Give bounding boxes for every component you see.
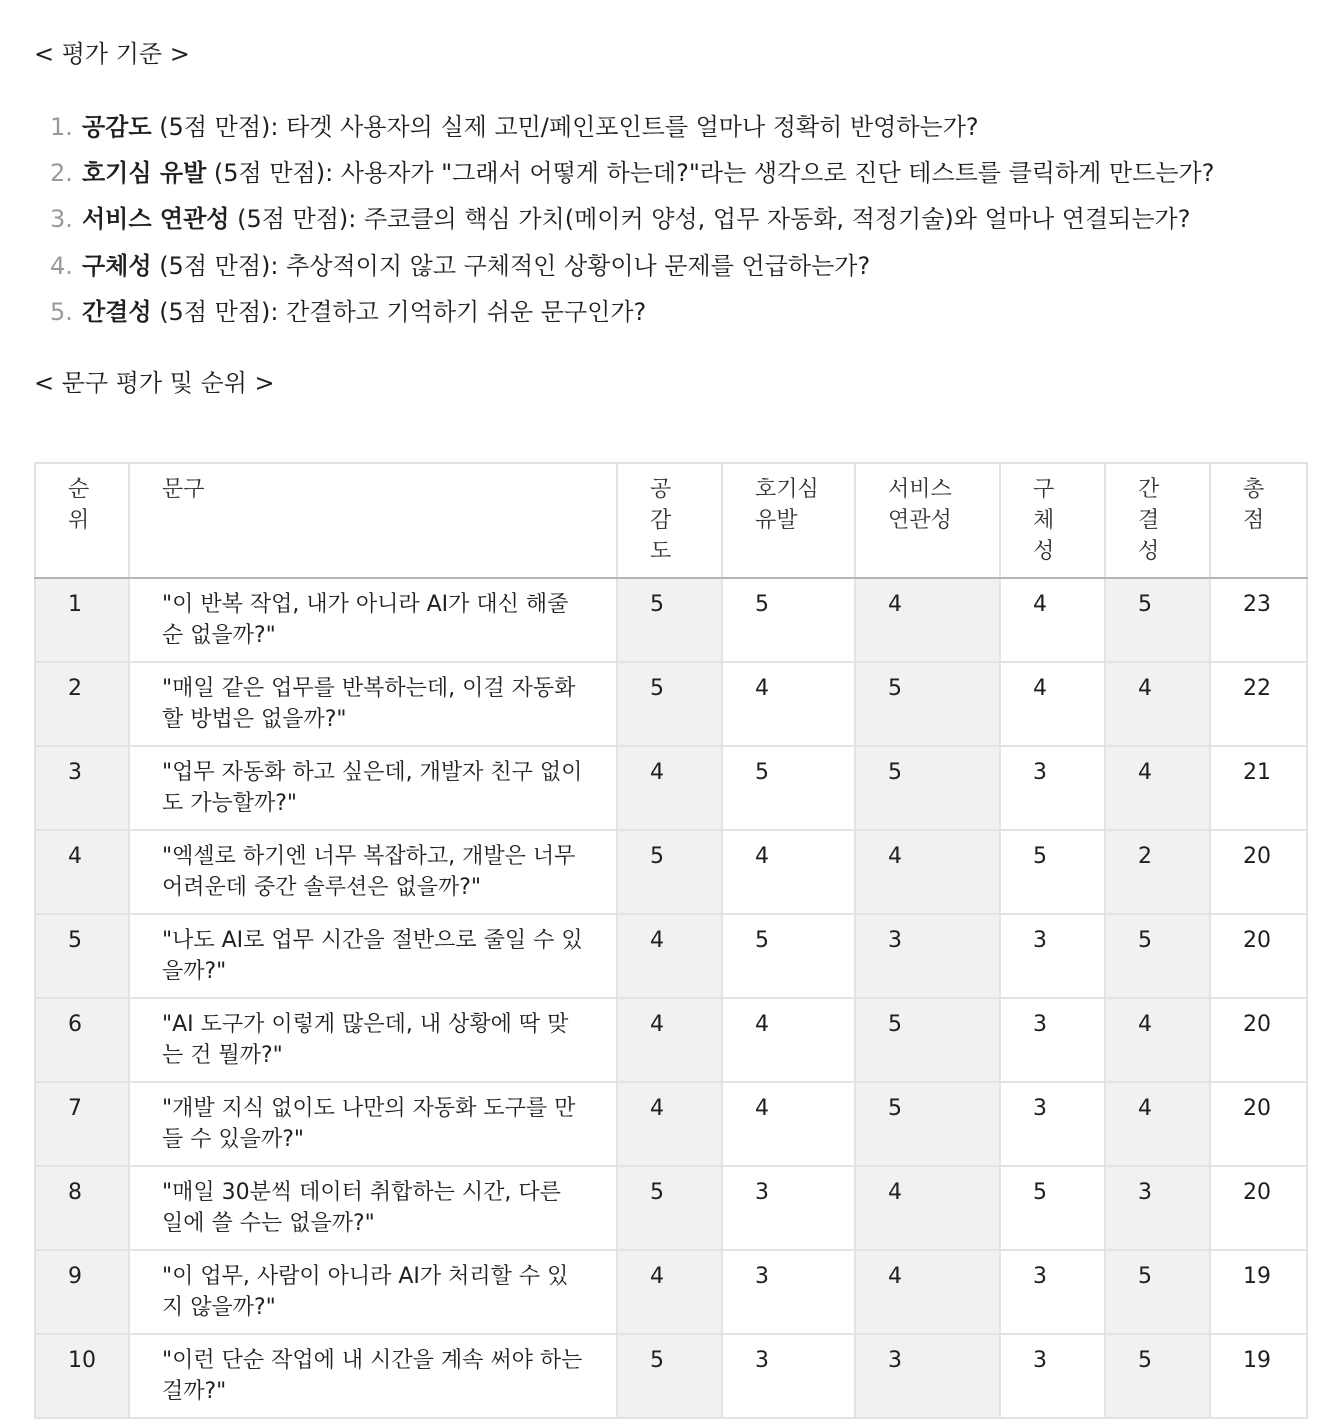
rank-cell: 6 — [35, 998, 129, 1082]
curiosity-cell: 3 — [722, 1250, 855, 1334]
criteria-description: (5점 만점): 타겟 사용자의 실제 고민/페인포인트를 얼마나 정확히 반영하는가? — [151, 113, 979, 141]
total-cell: 20 — [1210, 830, 1307, 914]
phrase-cell: "이 반복 작업, 내가 아니라 AI가 대신 해줄 순 없을까?" — [129, 578, 617, 662]
relevance-cell: 4 — [855, 1166, 1000, 1250]
specificity-cell: 5 — [1000, 1166, 1105, 1250]
total-cell: 20 — [1210, 914, 1307, 998]
criteria-item — [34, 108, 1214, 154]
criteria-item — [34, 247, 1214, 293]
specificity-cell: 3 — [1000, 914, 1105, 998]
header-relevance: 서비스 연관성 — [855, 463, 1000, 578]
conciseness-cell: 4 — [1105, 746, 1210, 830]
table-row — [35, 914, 1307, 998]
specificity-cell: 4 — [1000, 662, 1105, 746]
specificity-cell: 3 — [1000, 746, 1105, 830]
table-row — [35, 662, 1307, 746]
criteria-name: 간결성 — [82, 297, 152, 326]
table-row — [35, 1334, 1307, 1418]
criteria-number: 2. — [50, 159, 73, 188]
specificity-cell: 5 — [1000, 830, 1105, 914]
phrase-cell: "업무 자동화 하고 싶은데, 개발자 친구 없이도 가능할까?" — [129, 746, 617, 830]
table-row — [35, 578, 1307, 662]
criteria-item — [34, 154, 1214, 200]
specificity-cell: 3 — [1000, 1082, 1105, 1166]
total-cell: 21 — [1210, 746, 1307, 830]
phrase-cell: "개발 지식 없이도 나만의 자동화 도구를 만들 수 있을까?" — [129, 1082, 617, 1166]
empathy-cell: 4 — [617, 998, 722, 1082]
rank-cell: 8 — [35, 1166, 129, 1250]
criteria-number: 3. — [50, 205, 73, 234]
criteria-description: (5점 만점): 간결하고 기억하기 쉬운 문구인가? — [151, 297, 647, 326]
total-cell: 20 — [1210, 1082, 1307, 1166]
relevance-cell: 4 — [855, 1250, 1000, 1334]
empathy-cell: 5 — [617, 578, 722, 662]
criteria-list — [34, 108, 1214, 339]
phrase-cell: "이 업무, 사람이 아니라 AI가 처리할 수 있지 않을까?" — [129, 1250, 617, 1334]
specificity-cell: 4 — [1000, 578, 1105, 662]
empathy-cell: 4 — [617, 1250, 722, 1334]
rank-cell: 4 — [35, 830, 129, 914]
curiosity-cell: 4 — [722, 830, 855, 914]
conciseness-cell: 5 — [1105, 1250, 1210, 1334]
ranking-table — [34, 462, 1308, 1419]
criteria-heading: < 평가 기준 > — [34, 40, 190, 68]
relevance-cell: 5 — [855, 662, 1000, 746]
rank-cell: 1 — [35, 578, 129, 662]
conciseness-cell: 3 — [1105, 1166, 1210, 1250]
phrase-cell: "매일 30분씩 데이터 취합하는 시간, 다른 일에 쓸 수는 없을까?" — [129, 1166, 617, 1250]
header-empathy: 공감도 — [617, 463, 722, 578]
phrase-cell: "엑셀로 하기엔 너무 복잡하고, 개발은 너무 어려운데 중간 솔루션은 없을까?" — [129, 830, 617, 914]
table-body — [35, 578, 1307, 1418]
curiosity-cell: 3 — [722, 1166, 855, 1250]
rank-cell: 3 — [35, 746, 129, 830]
criteria-number: 1. — [50, 113, 73, 141]
phrase-cell: "이런 단순 작업에 내 시간을 계속 써야 하는 걸까?" — [129, 1334, 617, 1418]
criteria-number: 5. — [50, 297, 73, 326]
curiosity-cell: 4 — [722, 662, 855, 746]
empathy-cell: 4 — [617, 1082, 722, 1166]
table-row — [35, 1166, 1307, 1250]
empathy-cell: 5 — [617, 830, 722, 914]
ranking-heading: < 문구 평가 및 순위 > — [34, 369, 275, 397]
criteria-description: (5점 만점): 주코클의 핵심 가치(메이커 양성, 업무 자동화, 적정기술)와 얼마나 연결되는가? — [229, 205, 1191, 234]
relevance-cell: 3 — [855, 914, 1000, 998]
rank-cell: 5 — [35, 914, 129, 998]
empathy-cell: 5 — [617, 1334, 722, 1418]
total-cell: 19 — [1210, 1250, 1307, 1334]
header-rank: 순위 — [35, 463, 129, 578]
table-row — [35, 746, 1307, 830]
specificity-cell: 3 — [1000, 1334, 1105, 1418]
total-cell: 20 — [1210, 1166, 1307, 1250]
header-phrase: 문구 — [129, 463, 617, 578]
criteria-number: 4. — [50, 251, 73, 280]
curiosity-cell: 4 — [722, 1082, 855, 1166]
criteria-name: 호기심 유발 — [82, 159, 207, 188]
rank-cell: 10 — [35, 1334, 129, 1418]
curiosity-cell: 3 — [722, 1334, 855, 1418]
phrase-cell: "AI 도구가 이렇게 많은데, 내 상황에 딱 맞는 건 뭘까?" — [129, 998, 617, 1082]
total-cell: 20 — [1210, 998, 1307, 1082]
conciseness-cell: 4 — [1105, 998, 1210, 1082]
conciseness-cell: 2 — [1105, 830, 1210, 914]
curiosity-cell: 5 — [722, 746, 855, 830]
conciseness-cell: 4 — [1105, 1082, 1210, 1166]
header-specificity: 구체성 — [1000, 463, 1105, 578]
header-total: 총점 — [1210, 463, 1307, 578]
relevance-cell: 3 — [855, 1334, 1000, 1418]
relevance-cell: 5 — [855, 1082, 1000, 1166]
criteria-description: (5점 만점): 사용자가 "그래서 어떻게 하는데?"라는 생각으로 진단 테스트를 클릭하게 만드는가? — [206, 159, 1215, 188]
header-curiosity: 호기심 유발 — [722, 463, 855, 578]
phrase-cell: "나도 AI로 업무 시간을 절반으로 줄일 수 있을까?" — [129, 914, 617, 998]
conciseness-cell: 5 — [1105, 578, 1210, 662]
total-cell: 23 — [1210, 578, 1307, 662]
curiosity-cell: 5 — [722, 578, 855, 662]
curiosity-cell: 4 — [722, 998, 855, 1082]
specificity-cell: 3 — [1000, 1250, 1105, 1334]
specificity-cell: 3 — [1000, 998, 1105, 1082]
empathy-cell: 5 — [617, 662, 722, 746]
rank-cell: 2 — [35, 662, 129, 746]
criteria-name: 서비스 연관성 — [82, 205, 230, 234]
empathy-cell: 5 — [617, 1166, 722, 1250]
table-header-row — [35, 463, 1307, 578]
relevance-cell: 5 — [855, 998, 1000, 1082]
total-cell: 19 — [1210, 1334, 1307, 1418]
rank-cell: 9 — [35, 1250, 129, 1334]
empathy-cell: 4 — [617, 914, 722, 998]
criteria-name: 공감도 — [82, 113, 152, 141]
rank-cell: 7 — [35, 1082, 129, 1166]
conciseness-cell: 5 — [1105, 914, 1210, 998]
conciseness-cell: 4 — [1105, 662, 1210, 746]
conciseness-cell: 5 — [1105, 1334, 1210, 1418]
total-cell: 22 — [1210, 662, 1307, 746]
phrase-cell: "매일 같은 업무를 반복하는데, 이걸 자동화할 방법은 없을까?" — [129, 662, 617, 746]
curiosity-cell: 5 — [722, 914, 855, 998]
relevance-cell: 4 — [855, 578, 1000, 662]
criteria-item — [34, 200, 1214, 246]
criteria-description: (5점 만점): 추상적이지 않고 구체적인 상황이나 문제를 언급하는가? — [151, 251, 871, 280]
table-row — [35, 1250, 1307, 1334]
criteria-item — [34, 293, 1214, 339]
table-row — [35, 830, 1307, 914]
relevance-cell: 5 — [855, 746, 1000, 830]
criteria-name: 구체성 — [82, 251, 152, 280]
table-row — [35, 998, 1307, 1082]
header-conciseness: 간결성 — [1105, 463, 1210, 578]
table-row — [35, 1082, 1307, 1166]
relevance-cell: 4 — [855, 830, 1000, 914]
empathy-cell: 4 — [617, 746, 722, 830]
